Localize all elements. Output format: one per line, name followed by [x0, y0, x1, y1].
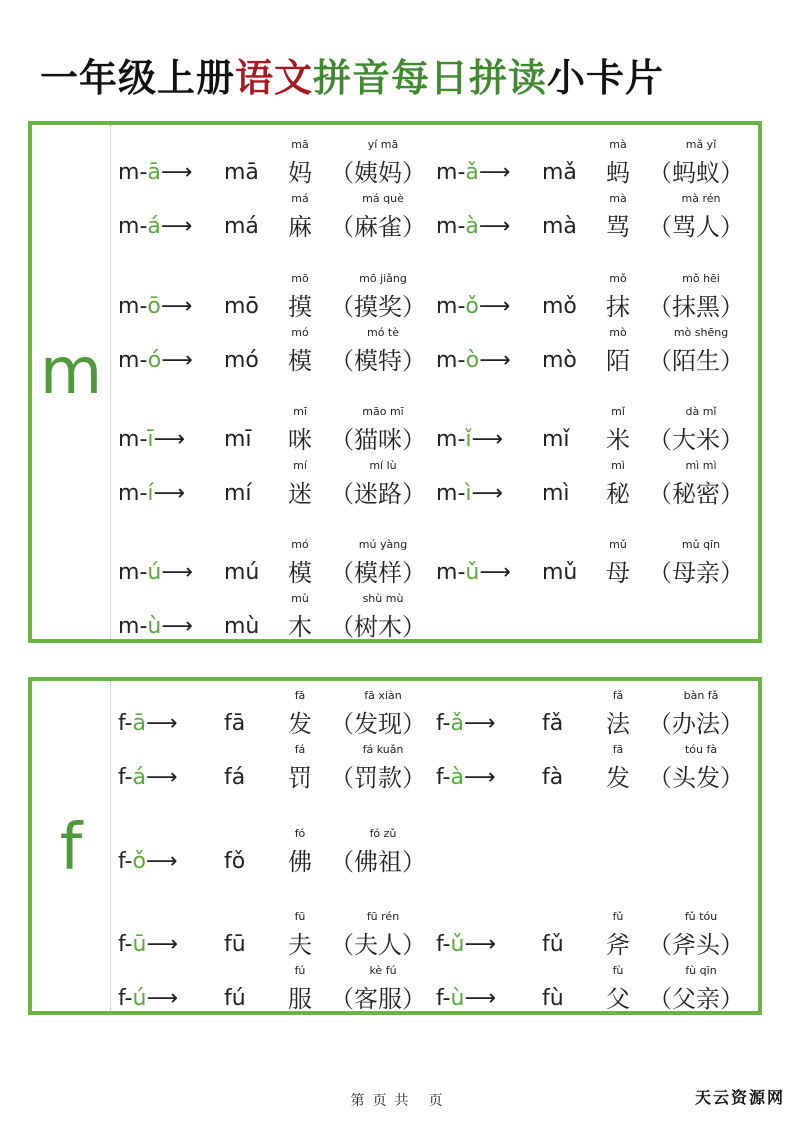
formula-dash: - [124, 986, 133, 1011]
initial-letter: f [436, 932, 443, 957]
page-footer [0, 1090, 793, 1110]
final-vowel: ó [147, 348, 162, 373]
word-pinyin: fā xiàn [364, 689, 402, 702]
syllable: mǔ [542, 560, 578, 585]
example-word: （姨妈） [330, 159, 426, 187]
syllable: mò [542, 348, 577, 373]
initial-letter: m [436, 427, 458, 452]
char-pinyin: mó [291, 326, 309, 339]
spelling-entry [436, 538, 756, 588]
spelling-entry [118, 689, 438, 739]
spelling-entry [118, 326, 438, 376]
hanzi-character: 夫 [288, 931, 312, 959]
example-word: （树木） [330, 613, 426, 641]
formula-dash: - [139, 427, 148, 452]
char-pinyin: fú [294, 964, 306, 977]
hanzi-character: 母 [606, 559, 630, 587]
initial-letter: m [118, 427, 140, 452]
char-pinyin: mí [293, 459, 307, 472]
spelling-entry [118, 459, 438, 509]
hanzi-character: 咪 [288, 426, 312, 454]
hanzi-character: 佛 [288, 848, 312, 876]
spelling-entry [118, 743, 438, 793]
final-vowel: à [465, 214, 479, 239]
spelling-entry [436, 405, 756, 455]
initial-letter: m [118, 214, 140, 239]
syllable: mó [224, 348, 259, 373]
initial-letter: m [436, 348, 458, 373]
spelling-formula [436, 346, 511, 376]
example-word: （父亲） [648, 985, 744, 1013]
example-word: （迷路） [330, 480, 426, 508]
hanzi-character: 父 [606, 985, 630, 1013]
char-pinyin: mà [609, 138, 627, 151]
arrow: ⟶ [479, 348, 511, 373]
final-vowel: ò [465, 348, 480, 373]
hanzi-character: 斧 [606, 931, 630, 959]
word-pinyin: mì mì [685, 459, 717, 472]
syllable: mī [224, 427, 252, 452]
page-title [40, 50, 780, 106]
syllable: mù [224, 614, 260, 639]
spelling-formula [436, 984, 496, 1014]
final-vowel: ǐ [465, 427, 472, 452]
final-vowel: à [450, 765, 464, 790]
final-vowel: ā [147, 160, 161, 185]
char-pinyin: mó [291, 538, 309, 551]
char-pinyin: mī [293, 405, 307, 418]
hanzi-character: 法 [606, 710, 630, 738]
card-initial-m [28, 121, 762, 643]
card-initial-f [28, 677, 762, 1015]
example-word: （摸奖） [330, 293, 426, 321]
final-vowel: ì [465, 481, 472, 506]
formula-dash: - [457, 214, 466, 239]
syllable: mā [224, 160, 259, 185]
word-pinyin: mǒ hēi [682, 272, 720, 285]
footer-text: 共 [394, 1093, 409, 1109]
spelling-formula [436, 479, 503, 509]
word-pinyin: fù qīn [685, 964, 717, 977]
final-vowel: ù [450, 986, 465, 1011]
formula-dash: - [139, 214, 148, 239]
initial-letter: m [118, 348, 140, 373]
word-pinyin: mó tè [366, 326, 400, 339]
initial-letter: m [436, 214, 458, 239]
word-pinyin: māo mī [362, 405, 404, 418]
arrow: ⟶ [153, 481, 186, 506]
word-pinyin: fá kuǎn [362, 743, 404, 756]
hanzi-character: 麻 [288, 213, 312, 241]
word-pinyin: tóu fà [684, 743, 718, 756]
char-pinyin: fā [612, 743, 624, 756]
char-pinyin: mǒ [609, 272, 627, 285]
syllable: má [224, 214, 259, 239]
hanzi-character: 米 [606, 426, 630, 454]
initial-letter: m [436, 294, 458, 319]
example-word: （模特） [330, 347, 426, 375]
syllable: mǎ [542, 160, 577, 185]
final-vowel: ú [132, 986, 147, 1011]
spelling-entry [436, 964, 756, 1014]
formula-dash: - [139, 294, 148, 319]
spelling-formula [436, 292, 510, 322]
formula-dash: - [457, 560, 466, 585]
example-word: （秘密） [648, 480, 744, 508]
arrow: ⟶ [146, 986, 178, 1011]
formula-dash: - [457, 481, 466, 506]
example-word: （客服） [330, 985, 426, 1013]
example-word: （母亲） [648, 559, 744, 587]
initial-letter: f [118, 765, 125, 790]
initial-letter: m [436, 160, 458, 185]
example-word: （夫人） [330, 931, 426, 959]
final-vowel: í [147, 481, 154, 506]
syllable: fǒ [224, 849, 246, 874]
initial-letter: m [118, 481, 140, 506]
syllable: fù [542, 986, 564, 1011]
spelling-formula [436, 158, 510, 188]
formula-dash: - [139, 614, 148, 639]
initial-letter: f [118, 932, 125, 957]
hanzi-character: 木 [288, 613, 312, 641]
initial-letter: m [118, 294, 140, 319]
example-word: （头发） [648, 764, 744, 792]
char-pinyin: mù [291, 592, 309, 605]
initial-letter: m [436, 560, 458, 585]
formula-dash: - [442, 986, 451, 1011]
char-pinyin: mǐ [611, 405, 625, 418]
spelling-entry [118, 964, 438, 1014]
title-part-grade: 一年级上册 [40, 56, 236, 100]
spelling-formula [436, 212, 510, 242]
hanzi-character: 陌 [606, 347, 630, 375]
arrow: ⟶ [463, 765, 496, 790]
spelling-formula [436, 763, 496, 793]
formula-dash: - [457, 160, 466, 185]
spelling-formula [118, 425, 185, 455]
char-pinyin: fǎ [612, 689, 624, 702]
final-vowel: ō [147, 294, 161, 319]
arrow: ⟶ [161, 560, 193, 585]
word-pinyin: mǎ yǐ [685, 138, 717, 151]
card-letter: m [39, 335, 103, 409]
spelling-entry [118, 592, 438, 642]
spelling-entry [436, 459, 756, 509]
example-word: （模样） [330, 559, 426, 587]
spelling-formula [118, 709, 178, 739]
final-vowel: ǔ [465, 560, 480, 585]
spelling-entry [436, 743, 756, 793]
char-pinyin: má [291, 192, 309, 205]
spelling-formula [436, 930, 496, 960]
card-divider [110, 125, 111, 639]
syllable: mì [542, 481, 570, 506]
syllable: fǔ [542, 932, 564, 957]
syllable: fá [224, 765, 246, 790]
hanzi-character: 蚂 [606, 159, 630, 187]
hanzi-character: 妈 [288, 159, 312, 187]
hanzi-character: 秘 [606, 480, 630, 508]
arrow: ⟶ [478, 160, 511, 185]
spelling-formula [436, 558, 511, 588]
spelling-entry [436, 326, 756, 376]
spelling-entry [436, 689, 756, 739]
initial-letter: f [436, 711, 443, 736]
spelling-formula [118, 292, 192, 322]
arrow: ⟶ [146, 932, 178, 957]
example-word: （抹黑） [648, 293, 744, 321]
final-vowel: ā [132, 711, 146, 736]
final-vowel: ī [147, 427, 154, 452]
arrow: ⟶ [464, 986, 496, 1011]
spelling-entry [436, 910, 756, 960]
arrow: ⟶ [160, 214, 193, 239]
footer-text: 页 [372, 1093, 387, 1109]
syllable: mō [224, 294, 259, 319]
formula-dash: - [457, 348, 466, 373]
title-part-subject: 语文 [235, 56, 314, 100]
spelling-entry [118, 827, 438, 877]
char-pinyin: fá [294, 743, 306, 756]
syllable: mǐ [542, 427, 570, 452]
final-vowel: ū [132, 932, 147, 957]
spelling-entry [436, 272, 756, 322]
example-word: （斧头） [648, 931, 744, 959]
footer-text: 页 [428, 1093, 443, 1109]
final-vowel: á [147, 214, 161, 239]
word-pinyin: mò shēng [673, 326, 729, 339]
char-pinyin: mà [609, 192, 627, 205]
word-pinyin: mà rén [681, 192, 721, 205]
hanzi-character: 罚 [288, 764, 312, 792]
word-pinyin: mí lù [369, 459, 397, 472]
char-pinyin: fū [294, 910, 306, 923]
final-vowel: ǎ [465, 160, 479, 185]
spelling-formula [436, 425, 503, 455]
arrow: ⟶ [464, 932, 496, 957]
word-pinyin: fǔ tóu [684, 910, 718, 923]
char-pinyin: fó [294, 827, 306, 840]
syllable: fā [224, 711, 246, 736]
initial-letter: f [436, 986, 443, 1011]
word-pinyin: má què [362, 192, 404, 205]
spelling-formula [118, 558, 193, 588]
formula-dash: - [442, 711, 451, 736]
arrow: ⟶ [478, 294, 511, 319]
char-pinyin: mò [609, 326, 627, 339]
word-pinyin: fó zǔ [369, 827, 397, 840]
example-word: （发现） [330, 710, 426, 738]
initial-letter: m [118, 160, 140, 185]
example-word: （办法） [648, 710, 744, 738]
final-vowel: ú [147, 560, 162, 585]
hanzi-character: 模 [288, 559, 312, 587]
spelling-formula [118, 212, 192, 242]
char-pinyin: mì [611, 459, 625, 472]
char-pinyin: mā [291, 138, 309, 151]
formula-dash: - [124, 711, 133, 736]
char-pinyin: mǔ [609, 538, 627, 551]
arrow: ⟶ [145, 711, 178, 736]
spelling-formula [436, 709, 496, 739]
spelling-formula [118, 158, 192, 188]
hanzi-character: 迷 [288, 480, 312, 508]
initial-letter: f [118, 986, 125, 1011]
arrow: ⟶ [471, 427, 504, 452]
syllable: fū [224, 932, 246, 957]
char-pinyin: fā [294, 689, 306, 702]
word-pinyin: mō jiǎng [359, 272, 407, 285]
card-letter: f [59, 811, 83, 885]
formula-dash: - [124, 932, 133, 957]
spelling-formula [118, 479, 185, 509]
formula-dash: - [457, 294, 466, 319]
syllable: fú [224, 986, 246, 1011]
final-vowel: ù [147, 614, 162, 639]
arrow: ⟶ [478, 214, 511, 239]
final-vowel: ǒ [132, 849, 146, 874]
spelling-formula [118, 612, 193, 642]
word-pinyin: kè fú [369, 964, 397, 977]
hanzi-character: 骂 [606, 213, 630, 241]
site-watermark: 天云资源网 [694, 1088, 785, 1107]
example-word: （麻雀） [330, 213, 426, 241]
formula-dash: - [139, 481, 148, 506]
title-part-card: 小卡片 [547, 56, 665, 100]
spelling-entry [118, 192, 438, 242]
syllable: mǒ [542, 294, 577, 319]
arrow: ⟶ [160, 160, 193, 185]
spelling-formula [118, 847, 178, 877]
initial-letter: m [436, 481, 458, 506]
arrow: ⟶ [153, 427, 186, 452]
initial-letter: m [118, 614, 140, 639]
initial-letter: f [436, 765, 443, 790]
word-pinyin: fū rén [366, 910, 400, 923]
formula-dash: - [139, 560, 148, 585]
word-pinyin: yí mā [367, 138, 399, 151]
arrow: ⟶ [160, 294, 193, 319]
word-pinyin: mú yàng [358, 538, 408, 551]
formula-dash: - [139, 348, 148, 373]
example-word: （佛祖） [330, 848, 426, 876]
initial-letter: f [118, 849, 125, 874]
char-pinyin: mō [291, 272, 309, 285]
example-word: （蚂蚁） [648, 159, 744, 187]
final-vowel: ǎ [450, 711, 464, 736]
initial-letter: m [118, 560, 140, 585]
spelling-entry [118, 138, 438, 188]
example-word: （陌生） [648, 347, 744, 375]
example-word: （大米） [648, 426, 744, 454]
final-vowel: ǔ [450, 932, 465, 957]
syllable: fǎ [542, 711, 564, 736]
syllable: fà [542, 765, 564, 790]
arrow: ⟶ [145, 765, 178, 790]
char-pinyin: fǔ [612, 910, 624, 923]
char-pinyin: fù [612, 964, 624, 977]
footer-text: 第 [350, 1093, 365, 1109]
spelling-entry [118, 910, 438, 960]
spelling-entry [118, 405, 438, 455]
arrow: ⟶ [471, 481, 504, 506]
syllable: mà [542, 214, 577, 239]
arrow: ⟶ [161, 348, 193, 373]
formula-dash: - [442, 932, 451, 957]
spelling-entry [118, 272, 438, 322]
spelling-formula [118, 346, 193, 376]
formula-dash: - [139, 160, 148, 185]
word-pinyin: bàn fǎ [683, 689, 719, 702]
hanzi-character: 发 [288, 710, 312, 738]
title-part-topic: 拼音每日拼读 [313, 56, 548, 100]
hanzi-character: 服 [288, 985, 312, 1013]
arrow: ⟶ [463, 711, 496, 736]
arrow: ⟶ [145, 849, 178, 874]
formula-dash: - [124, 849, 133, 874]
word-pinyin: dà mǐ [685, 405, 717, 418]
hanzi-character: 模 [288, 347, 312, 375]
hanzi-character: 摸 [288, 293, 312, 321]
spelling-entry [436, 138, 756, 188]
formula-dash: - [124, 765, 133, 790]
card-divider [110, 681, 111, 1011]
initial-letter: f [118, 711, 125, 736]
example-word: （骂人） [648, 213, 744, 241]
spelling-entry [436, 192, 756, 242]
word-pinyin: shù mù [362, 592, 404, 605]
spelling-formula [118, 763, 178, 793]
spelling-formula [118, 930, 178, 960]
word-pinyin: mǔ qīn [681, 538, 721, 551]
syllable: mí [224, 481, 252, 506]
hanzi-character: 发 [606, 764, 630, 792]
hanzi-character: 抹 [606, 293, 630, 321]
syllable: mú [224, 560, 260, 585]
formula-dash: - [442, 765, 451, 790]
spelling-formula [118, 984, 178, 1014]
final-vowel: ǒ [465, 294, 479, 319]
arrow: ⟶ [161, 614, 193, 639]
formula-dash: - [457, 427, 466, 452]
spelling-entry [118, 538, 438, 588]
example-word: （罚款） [330, 764, 426, 792]
example-word: （猫咪） [330, 426, 426, 454]
arrow: ⟶ [479, 560, 511, 585]
final-vowel: á [132, 765, 146, 790]
